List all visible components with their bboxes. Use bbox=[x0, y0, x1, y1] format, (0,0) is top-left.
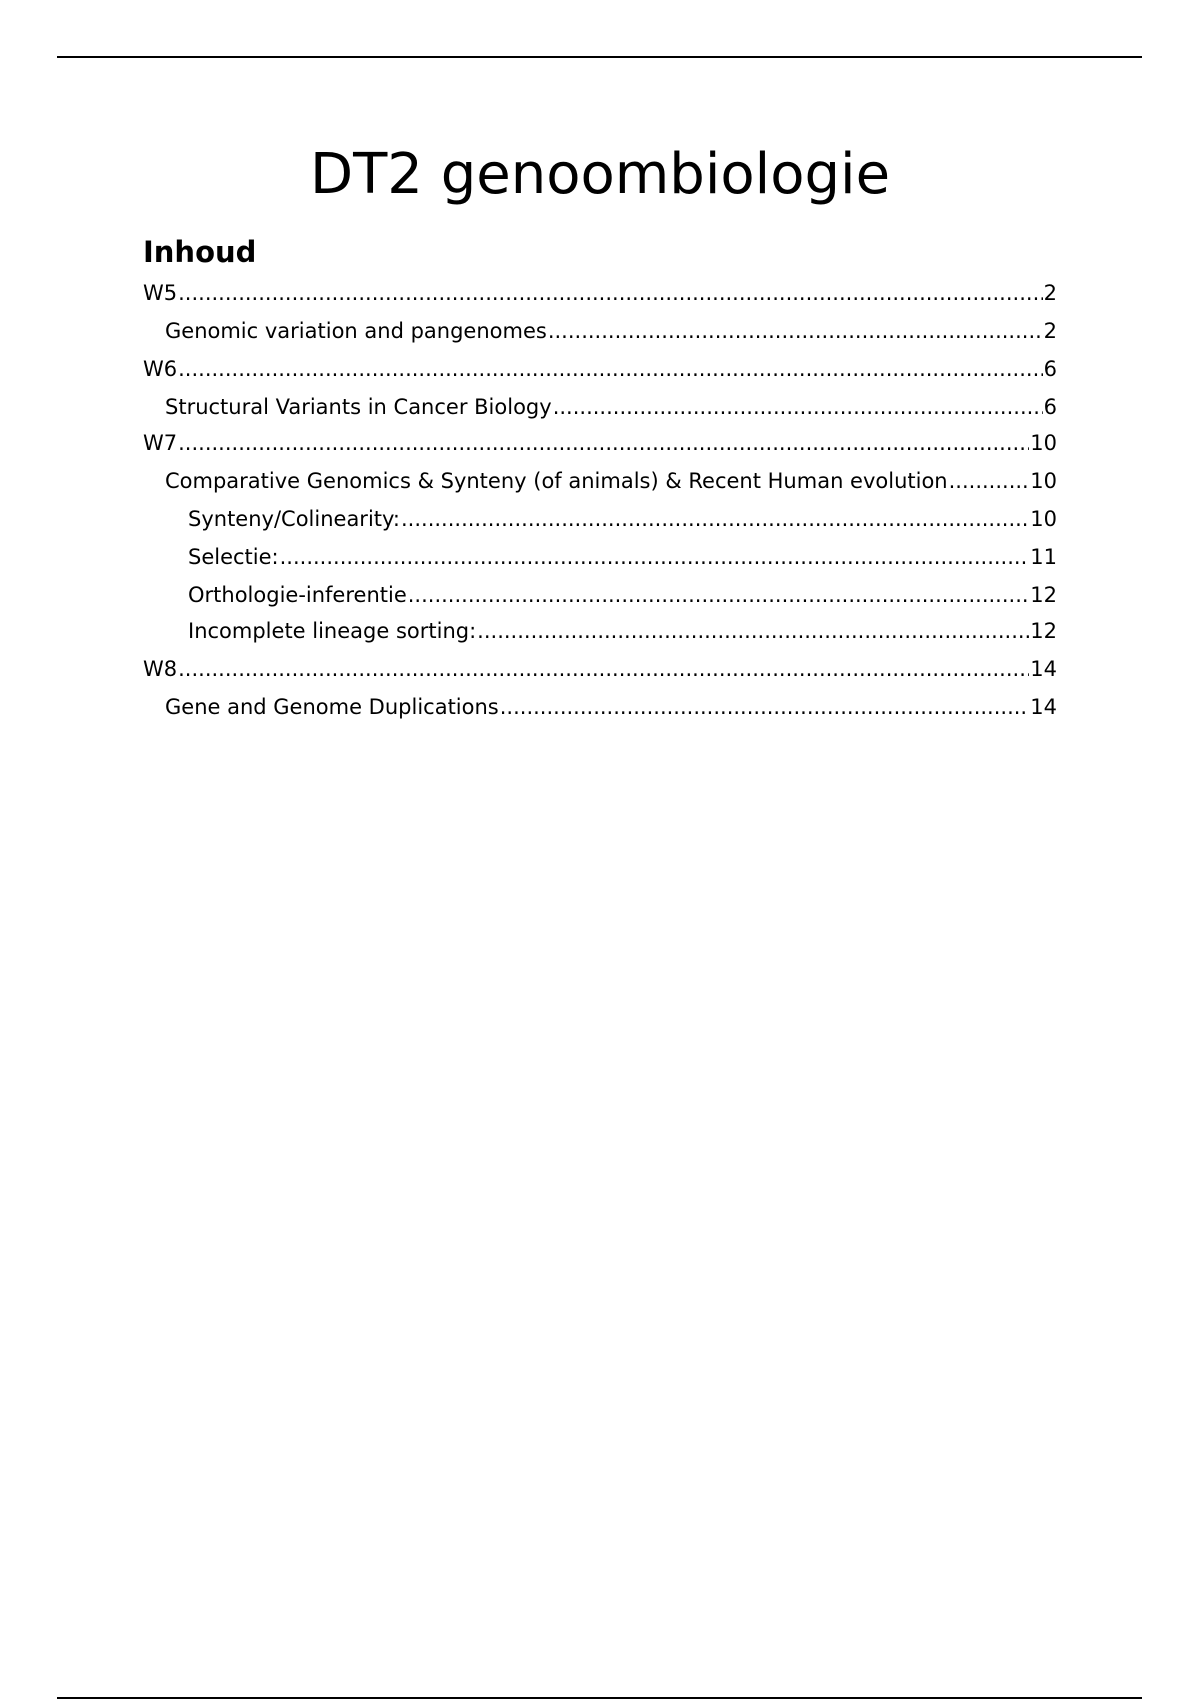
document-title: DT2 genoombiologie bbox=[309, 142, 891, 207]
toc-entry-synteny[interactable] bbox=[143, 506, 1057, 532]
toc-entry-page: 12 bbox=[1030, 583, 1057, 607]
toc-entry-label: Incomplete lineage sorting: bbox=[188, 619, 477, 643]
toc-entry-genomic-variation[interactable] bbox=[143, 318, 1057, 344]
toc-entry-label: Genomic variation and pangenomes bbox=[165, 319, 547, 343]
toc-entry-page: 11 bbox=[1030, 545, 1057, 569]
toc-entry-label: Gene and Genome Duplications bbox=[165, 695, 499, 719]
toc-leader bbox=[178, 356, 1043, 382]
toc-entry-label: W6 bbox=[143, 357, 178, 381]
toc-leader bbox=[548, 318, 1043, 344]
toc-entry-w8[interactable] bbox=[143, 656, 1057, 682]
toc-leader bbox=[401, 506, 1029, 532]
toc-entry-label: W8 bbox=[143, 657, 178, 681]
toc-leader bbox=[949, 468, 1030, 494]
toc-entry-orthologie[interactable] bbox=[143, 582, 1057, 608]
toc-entry-label: Synteny/Colinearity: bbox=[188, 507, 400, 531]
toc-entry-label: Orthologie-inferentie bbox=[188, 583, 407, 607]
toc-entry-lineage-sorting[interactable] bbox=[143, 618, 1057, 644]
toc-entry-page: 6 bbox=[1043, 357, 1057, 381]
toc-entry-structural-variants[interactable] bbox=[143, 394, 1057, 420]
toc-leader bbox=[553, 394, 1043, 420]
toc-entry-comparative-genomics[interactable] bbox=[143, 468, 1057, 494]
footer-rule bbox=[57, 1697, 1142, 1699]
toc-entry-page: 6 bbox=[1043, 395, 1057, 419]
table-of-contents bbox=[143, 280, 1057, 720]
toc-entry-page: 14 bbox=[1030, 695, 1057, 719]
toc-entry-w7[interactable] bbox=[143, 430, 1057, 456]
toc-leader bbox=[280, 544, 1030, 570]
toc-leader bbox=[178, 656, 1029, 682]
toc-entry-label: Structural Variants in Cancer Biology bbox=[165, 395, 552, 419]
toc-entry-page: 10 bbox=[1030, 431, 1057, 455]
toc-entry-label: Comparative Genomics & Synteny (of animals) & Recent Human evolution bbox=[165, 469, 948, 493]
toc-entry-page: 2 bbox=[1043, 281, 1057, 305]
toc-leader bbox=[178, 430, 1029, 456]
toc-leader bbox=[477, 618, 1029, 644]
toc-heading: Inhoud bbox=[143, 235, 257, 269]
toc-entry-label: W7 bbox=[143, 431, 178, 455]
header-rule bbox=[57, 56, 1142, 58]
toc-leader bbox=[500, 694, 1030, 720]
toc-leader bbox=[408, 582, 1030, 608]
toc-entry-selectie[interactable] bbox=[143, 544, 1057, 570]
toc-leader bbox=[178, 280, 1043, 306]
toc-entry-w5[interactable] bbox=[143, 280, 1057, 306]
toc-entry-page: 14 bbox=[1030, 657, 1057, 681]
toc-entry-label: Selectie: bbox=[188, 545, 279, 569]
toc-entry-gene-duplications[interactable] bbox=[143, 694, 1057, 720]
toc-entry-page: 12 bbox=[1030, 619, 1057, 643]
toc-entry-label: W5 bbox=[143, 281, 178, 305]
toc-entry-page: 2 bbox=[1043, 319, 1057, 343]
toc-entry-page: 10 bbox=[1030, 507, 1057, 531]
toc-entry-page: 10 bbox=[1030, 469, 1057, 493]
toc-entry-w6[interactable] bbox=[143, 356, 1057, 382]
